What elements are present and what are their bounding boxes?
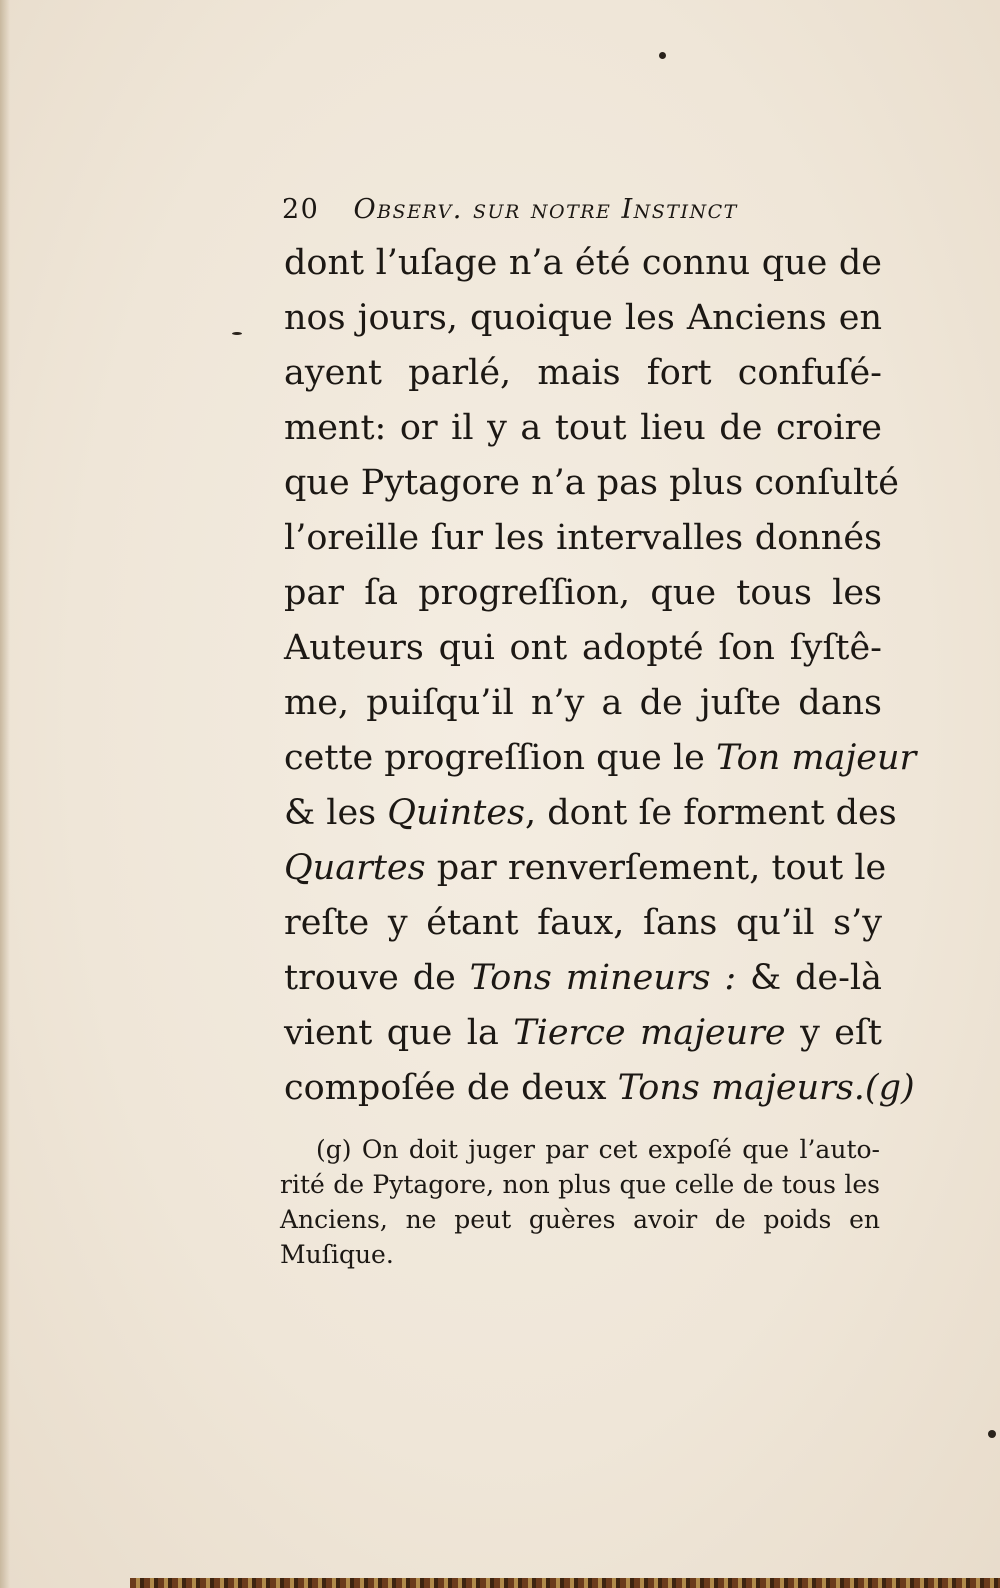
text-line xyxy=(284,1006,882,1061)
text-line xyxy=(284,1061,915,1116)
italic-text-span: Tierce majeure xyxy=(513,1013,786,1053)
text-line xyxy=(284,511,882,566)
text-line xyxy=(284,951,882,1006)
text-line xyxy=(284,401,882,456)
text-line xyxy=(284,896,882,951)
footnote-line: Anciens, ne peut guères avoir de poids en xyxy=(280,1205,880,1234)
text-span: trouve de xyxy=(284,958,470,998)
text-span: Auteurs qui ont adopté ſon ſyſtê- xyxy=(284,628,882,668)
text-line xyxy=(284,236,882,291)
italic-text-span: Tons mineurs : xyxy=(469,958,737,998)
ink-speck xyxy=(659,52,666,59)
running-header xyxy=(282,194,882,234)
text-span: & de-là xyxy=(736,958,882,998)
italic-text-span: Quartes xyxy=(284,848,426,888)
italic-text-span: Tons majeurs.(g) xyxy=(617,1068,915,1108)
text-span: dont l’uſage n’a été connu que de xyxy=(284,243,882,283)
footnote-line: rité de Pytagore, non plus que celle de tous les xyxy=(280,1170,880,1199)
ink-speck xyxy=(988,1430,996,1438)
text-span: compoſée de deux xyxy=(284,1068,618,1108)
italic-text-span: Ton majeur xyxy=(716,738,917,778)
text-line xyxy=(284,731,917,786)
text-line xyxy=(284,676,882,731)
text-span: reſte y étant faux, ſans qu’il s’y xyxy=(284,903,882,943)
text-line xyxy=(284,346,882,401)
text-line xyxy=(284,456,900,511)
main-text xyxy=(284,236,917,1116)
text-line xyxy=(284,566,882,621)
text-span: ayent parlé, mais fort confuſé- xyxy=(284,353,882,393)
bottom-edge-strip xyxy=(130,1578,1000,1588)
text-line xyxy=(284,621,882,676)
footnote-line: (g) On doit juger par cet expoſé que l’auto- xyxy=(316,1135,880,1164)
text-span: cette progreſſion que le xyxy=(284,738,716,778)
text-line xyxy=(284,841,887,896)
text-span: par ſa progreſſion, que tous les xyxy=(284,573,882,613)
text-span: ment: or il y a tout lieu de croire xyxy=(284,408,882,448)
text-span: , dont ſe forment des xyxy=(525,793,897,833)
text-line xyxy=(284,786,897,841)
text-span: l’oreille ſur les intervalles donnés xyxy=(284,518,882,558)
italic-text-span: Quintes xyxy=(387,793,525,833)
text-line xyxy=(284,291,882,346)
page-number: 20 xyxy=(282,194,320,225)
text-span: vient que la xyxy=(284,1013,514,1053)
footnote-line: Muſique. xyxy=(280,1240,394,1269)
text-span: y eſt xyxy=(785,1013,883,1053)
text-span: nos jours, quoique les Anciens en xyxy=(284,298,882,338)
running-title: Observ. sur notre Instinct xyxy=(353,194,738,225)
text-span: & les xyxy=(284,793,388,833)
page-edge-shadow xyxy=(0,0,10,1588)
text-span: me, puiſqu’il n’y a de juſte dans xyxy=(284,683,882,723)
footnote xyxy=(280,1132,880,1272)
ink-speck xyxy=(232,332,242,335)
text-span: que Pytagore n’a pas plus conſulté xyxy=(284,463,900,503)
text-span: par renverſement, tout le xyxy=(425,848,887,888)
